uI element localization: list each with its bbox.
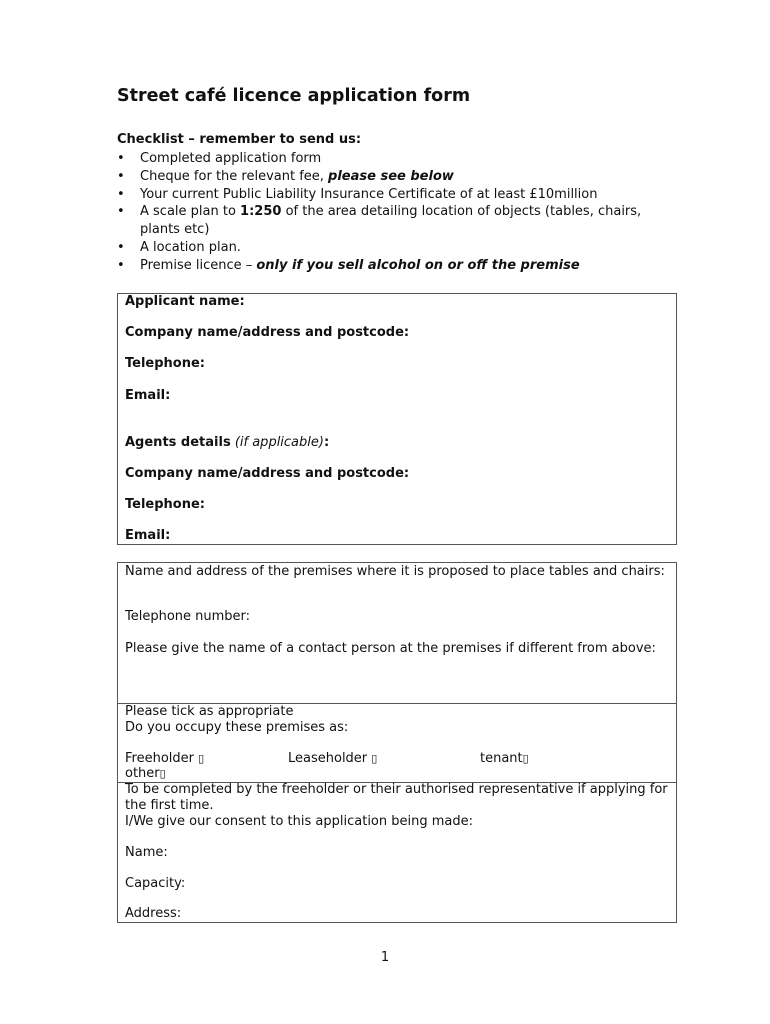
checklist-item (117, 168, 657, 186)
email-label: Email: (125, 388, 171, 403)
checklist (117, 150, 657, 275)
consent-address-label: Address: (125, 906, 182, 921)
tenant-option[interactable] (480, 751, 529, 766)
other-label: other (125, 766, 160, 781)
applicant-details-box (117, 293, 677, 545)
premises-details-box (117, 562, 677, 923)
agents-note: (if applicable) (234, 435, 324, 450)
bullet: • (117, 257, 125, 273)
checklist-item-text: A scale plan to (140, 204, 241, 220)
tick-instruction: Please tick as appropriate (125, 704, 294, 719)
freeholder-option[interactable] (125, 751, 204, 766)
premises-name-address-label: Name and address of the premises where it is proposed to place tables and chairs: (125, 564, 665, 579)
leaseholder-label: Leaseholder (288, 751, 368, 766)
other-checkbox[interactable]: ▯ (159, 767, 166, 780)
form-title: Street café licence application form (117, 86, 471, 106)
scale-value: 1:250 (240, 204, 282, 220)
agent-telephone-label: Telephone: (125, 497, 205, 512)
contact-person-label: Please give the name of a contact person at the premises if different from above: (125, 641, 656, 656)
bullet: • (117, 239, 125, 255)
tenant-checkbox[interactable]: ▯ (522, 752, 529, 765)
bullet: • (117, 204, 125, 220)
leaseholder-checkbox[interactable]: ▯ (371, 752, 378, 765)
consent-intro: To be completed by the freeholder or their authorised representative if applying for the first time. (125, 782, 668, 813)
checklist-item (117, 203, 657, 239)
agents-label: Agents details (125, 435, 231, 450)
consent-name-label: Name: (125, 845, 168, 860)
applicant-name-label: Applicant name: (125, 294, 245, 309)
freeholder-checkbox[interactable]: ▯ (198, 752, 205, 765)
checklist-item-text: of the area detailing location of objects (tables, chairs, plants etc) (140, 204, 642, 238)
checklist-item-emphasis: please see below (328, 168, 454, 184)
checklist-item (117, 186, 657, 204)
company-address-label: Company name/address and postcode: (125, 325, 410, 340)
page-number: 1 (380, 950, 390, 965)
checklist-item-text: Premise licence – (140, 257, 257, 273)
agent-email-label: Email: (125, 528, 171, 543)
agent-company-address-label: Company name/address and postcode: (125, 466, 410, 481)
agents-colon: : (323, 435, 330, 450)
checklist-item (117, 239, 657, 257)
bullet: • (117, 186, 125, 202)
checklist-item-text: Your current Public Liability Insurance Certificate of at least £10million (140, 186, 598, 202)
checklist-item-text: A location plan. (140, 239, 241, 255)
telephone-label: Telephone: (125, 356, 205, 371)
checklist-item-emphasis: only if you sell alcohol on or off the premise (256, 257, 580, 273)
checklist-item-text: Completed application form (140, 151, 322, 166)
checklist-heading: Checklist – remember to send us: (117, 132, 362, 147)
other-option[interactable] (125, 766, 166, 781)
agents-details-label (125, 435, 329, 450)
consent-capacity-label: Capacity: (125, 876, 186, 891)
occupancy-question: Do you occupy these premises as: (125, 720, 349, 735)
leaseholder-option[interactable] (288, 751, 377, 766)
checklist-item (117, 257, 657, 275)
tenant-label: tenant (480, 751, 523, 766)
consent-statement: I/We give our consent to this application being made: (125, 814, 473, 829)
bullet: • (117, 168, 125, 184)
premises-telephone-label: Telephone number: (125, 609, 251, 624)
checklist-item-text: Cheque for the relevant fee, (140, 168, 329, 184)
checklist-item (117, 150, 657, 168)
freeholder-label: Freeholder (125, 751, 194, 766)
bullet: • (117, 151, 125, 166)
